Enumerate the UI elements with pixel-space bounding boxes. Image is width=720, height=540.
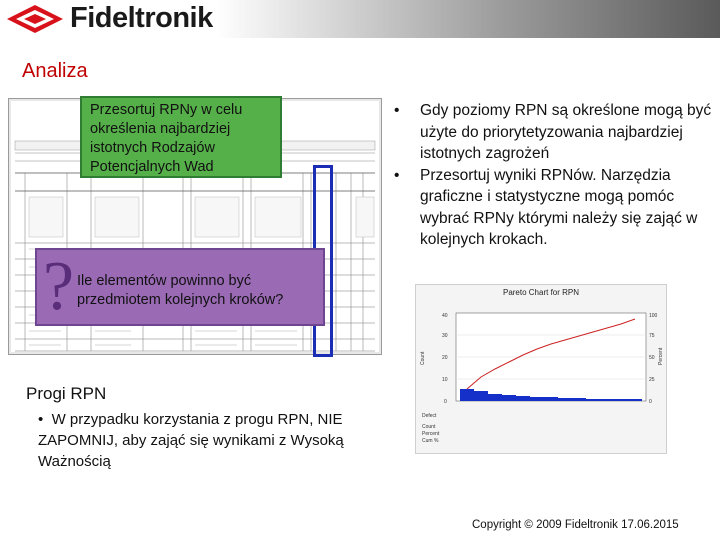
svg-text:50: 50 (649, 355, 655, 361)
svg-text:0: 0 (444, 399, 447, 405)
svg-text:Count: Count (422, 424, 436, 430)
question-callout-text: Ile elementów powinno być przedmiotem kolejnych kroków? (77, 273, 284, 308)
svg-text:10: 10 (442, 377, 448, 383)
bullet-dot: • (38, 411, 52, 428)
copyright-footer: Copyright © 2009 Fideltronik 17.06.2015 (472, 519, 679, 531)
pareto-chart-image (415, 284, 667, 454)
right-bullet-list (390, 100, 718, 251)
svg-text:Cum %: Cum % (422, 438, 439, 444)
pareto-chart-title: Pareto Chart for RPN (502, 288, 580, 297)
svg-text:100: 100 (649, 313, 658, 319)
question-mark-icon: ? (43, 248, 75, 325)
progi-bullet-text: W przypadku korzystania z progu RPN, NIE ZAPOMNIJ, aby zająć się wynikami z Wysoką Ważnością (38, 411, 344, 470)
svg-text:30: 30 (442, 333, 448, 339)
sort-rpn-callout: Przesortuj RPNy w celu określenia najbardziej istotnych Rodzajów Potencjalnych Wad (80, 96, 282, 178)
svg-text:75: 75 (649, 333, 655, 339)
logo-text: Fideltronik (70, 2, 213, 34)
right-bullet-1: • Gdy poziomy RPN są określone mogą być użyte do priorytetyzowania najbardziej istotnych zagrożeń (390, 100, 718, 165)
svg-text:Percent: Percent (422, 431, 440, 437)
svg-text:Count: Count (420, 351, 426, 365)
progi-heading: Progi RPN (26, 384, 107, 403)
svg-text:25: 25 (649, 377, 655, 383)
svg-text:40: 40 (442, 313, 448, 319)
header-bar (0, 0, 720, 38)
pareto-chart-graphic (416, 285, 666, 453)
slide-title: Analiza (22, 60, 88, 82)
svg-text:Defect: Defect (422, 413, 437, 419)
svg-text:0: 0 (649, 399, 652, 405)
progi-bullet (38, 409, 378, 472)
svg-text:Percent: Percent (658, 347, 664, 365)
question-callout (35, 248, 325, 326)
fideltronik-logo-icon (6, 4, 64, 34)
right-bullet-2: • Przesortuj wyniki RPNów. Narzędzia graficzne i statystyczne mogą pomóc wybrać RPNy którymi należy się zająć w kolejnych krokach. (390, 165, 718, 251)
svg-text:20: 20 (442, 355, 448, 361)
